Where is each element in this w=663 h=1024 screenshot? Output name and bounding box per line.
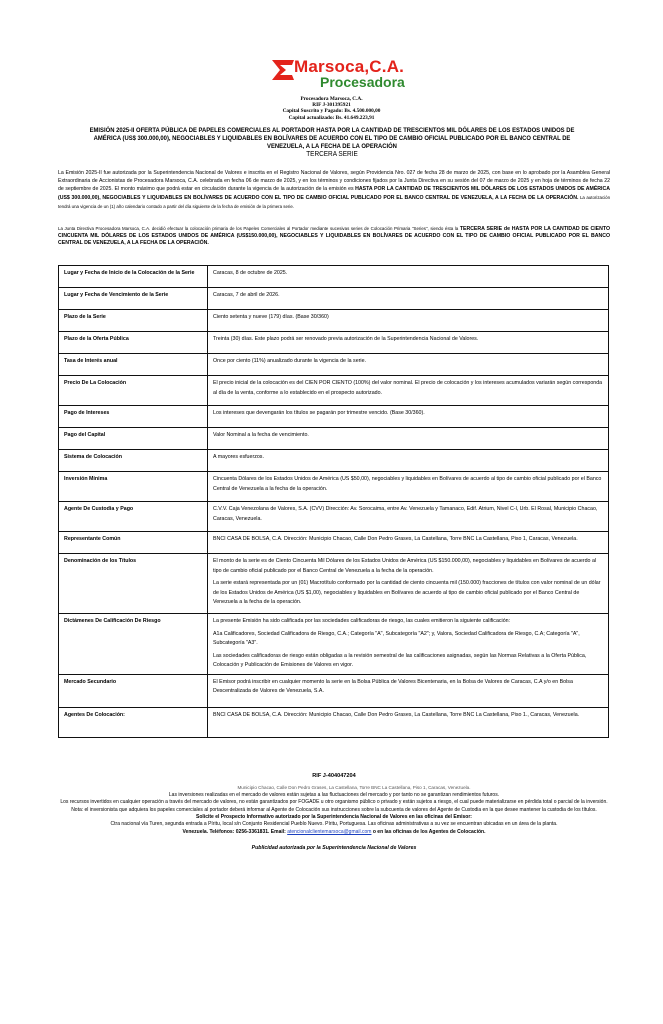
row-label: Lugar y Fecha de Inicio de la Colocación de la Serie	[59, 266, 208, 288]
row-value	[208, 502, 609, 532]
intro-p2-bold: TERCERA SERIE de HASTA POR LA CANTIDAD DE CIENTO CINCUENTA MIL DÓLARES DE LOS ESTADOS UNIDOS DE AMÉRICA (US$150.000,00), NEGOCIABLES Y LIQUIDABLES EN BOLÍVARES DE ACUERDO CON EL TIPO DE CAMBIO OFICIAL PUBLICADO POR EL BANCO CENTRAL DE VENEZUELA, A LA FECHA DE LA OPERACIÓN.	[58, 226, 610, 247]
footer-agents-note: o en las oficinas de los Agentes de Colocación.	[371, 828, 486, 835]
row-value-paragraph: Las sociedades calificadoras de riesgo están obligadas a la revisión semestral de las calificaciones asignadas, según las Normas Relativas a la Oferta Pública, Colocación y Publicación de Emisiones de Valores en vigor.	[213, 652, 587, 668]
logo-name: Marsoca,C.A.	[294, 57, 405, 76]
row-value-paragraph: BNCI CASA DE BOLSA, C.A. Dirección: Municipio Chacao, Calle Don Pedro Grases, La Castellana, Torre BNC La Castellana, Piso 1., Caracas, Venezuela.	[213, 711, 580, 718]
row-value-paragraph: El precio inicial de la colocación es del CIEN POR CIENTO (100%) del valor nominal. El precio de colocación y los intereses acumulados variarán según corresponda al día de la venta, conforme a lo establecido en el prospecto autorizado.	[213, 380, 603, 396]
title-main: EMISIÓN 2025-II OFERTA PÚBLICA DE PAPELES COMERCIALES AL PORTADOR HASTA POR LA CANTIDAD DE TRESCIENTOS MIL DÓLARES DE LOS ESTADOS UNIDOS DE AMÉRICA (US$ 300.000,00), NEGOCIABLES Y LIQUIDABLES EN BOLÍVARES DE ACUERDO CON EL TIPO DE CAMBIO OFICIAL PUBLICADO POR EL BANCO CENTRAL DE VENEZUELA, A LA FECHA DE LA OPERACIÓN	[89, 127, 575, 150]
row-value	[208, 406, 609, 428]
footer-email-link[interactable]: atencionalclientemarsoca@gmail.com	[287, 828, 372, 835]
row-label: Denominación de los Títulos	[59, 554, 208, 614]
sigma-logo-icon	[270, 57, 296, 83]
row-value-paragraph: El monto de la serie es de Ciento Cincuenta Mil Dólares de los Estados Unidos de América (US $150.000,00), negociables y liquidables en Bolívares de acuerdo al tipo de cambio oficial publicado por el Banco Central de Venezuela a la fecha de la operación.	[213, 558, 597, 574]
row-value	[208, 310, 609, 332]
intro-paragraph-2	[58, 225, 610, 248]
row-value-paragraph: Once por ciento (11%) anualizado durante la vigencia de la serie.	[213, 358, 367, 364]
table-row	[59, 332, 609, 354]
table-row	[59, 450, 609, 472]
footer-address: Municipio Chacao, Calle Don Pedro Grases, La Castellana, Torre BNC La Castellana, Piso 1, Caracas, Venezuela.	[237, 785, 471, 791]
intro-p1-text: La Emisión 2025-II fue autorizada por la Superintendencia Nacional de Valores e inscrita en el Registro Nacional de Valores, según Providencia Nro. 027 de fecha 28 de marzo de 2025, con base en lo aprobado por la Asamblea General Extraordinaria de Accionistas de Procesadora Marsoca, C.A. celebrada en fecha 06 de marzo de 2025, y en los términos y condiciones fijados por la Junta Directiva en su sesión del 07 de marzo de 2025 y en hoja de términos de fecha 22 de septiembre de 2025. El monto máximo que podrá estar en circulación durante la vigencia de la autorización de la emisión es	[58, 170, 610, 192]
intro-p1-note: La autorización tendrá una vigencia de un (1) año calendario contado a partir del día siguiente de la fecha de emisión de la primera serie.	[58, 194, 611, 209]
title-serie: TERCERA SERIE	[306, 151, 358, 158]
row-label: Tasa de Interés anual	[59, 354, 208, 376]
row-value-paragraph: A mayores esfuerzos.	[213, 454, 264, 460]
row-value-paragraph: El Emisor podrá inscribir en cualquier momento la serie en la Bolsa Pública de Valores Bicentenaria, en la Bolsa de Valores de Caracas, C.A y/o en Bolsa Descentralizada de Valores de Venezuela, S.A.	[213, 678, 573, 694]
row-value-paragraph: Cincuenta Dólares de los Estados Unidos de América (US $50,00), negociables y liquidables en Bolívares de acuerdo al tipo de cambio oficial publicado por el Banco Central de Venezuela a la fecha de la operación.	[213, 476, 602, 492]
row-value-paragraph: BNCI CASA DE BOLSA, C.A. Dirección: Municipio Chacao, Calle Don Pedro Grases, La Castellana, Torre BNC La Castellana, Piso 1, Caracas, Venezuela.	[213, 536, 578, 542]
table-row	[59, 614, 609, 675]
footer-phone: Venezuela. Teléfonos: 0256-3361831. Email:	[182, 828, 288, 835]
intro-p1-bold: HASTA POR LA CANTIDAD DE TRESCIENTOS MIL DÓLARES DE LOS ESTADOS UNIDOS DE AMÉRICA (US$ 300.000,00), NEGOCIABLES Y LIQUIDABLES EN BOLÍVARES DE ACUERDO CON EL TIPO DE CAMBIO OFICIAL PUBLICADO POR EL BANCO CENTRAL DE VENEZUELA, A LA FECHA DE LA OPERACIÓN.	[58, 185, 610, 201]
row-label: Agente De Custodia y Pago	[59, 502, 208, 532]
row-value-paragraph: Valor Nominal a la fecha de vencimiento.	[213, 432, 309, 438]
row-value-paragraph: Ciento setenta y nueve (179) días. (Base 30/360)	[213, 314, 329, 320]
table-row	[59, 674, 609, 707]
row-value-paragraph: C.V.V. Caja Venezolana de Valores, S.A. (CVV) Dirección: Av. Sorocaima, entre Av. Venezuela y Tamanaco, Edif. Atrium, Nivel C-l, Urb. El Rosal, Municipio Chacao, Caracas, Venezuela.	[213, 506, 598, 522]
row-label: Lugar y Fecha de Vencimiento de la Serie	[59, 288, 208, 310]
row-value	[208, 428, 609, 450]
row-label: Pago del Capital	[59, 428, 208, 450]
table-row	[59, 376, 609, 406]
intro-paragraph-1	[58, 170, 610, 212]
table-row	[59, 406, 609, 428]
table-row	[59, 502, 609, 532]
row-value-paragraph: La presente Emisión ha sido calificada por las sociedades calificadoras de riesgo, las cuales emitieron la siguiente calificación:	[213, 618, 511, 624]
row-label: Plazo de la Serie	[59, 310, 208, 332]
row-value-paragraph: Los intereses que devengarán los títulos se pagarán por trimestre vencido. (Base 30/360).	[213, 410, 425, 416]
footer-prospect-note: Solicite el Prospecto Informativo autorizado por la Superintendencia Nacional de Valores en las oficinas del Emisor:	[196, 814, 472, 821]
row-label: Dictámenes De Calificación De Riesgo	[59, 614, 208, 675]
row-value	[208, 707, 609, 737]
intro-p2-text: La Junta Directiva Procesadora Marsoca, C.A. decidió efectuar la colocación primaria de los Papeles Comerciales al Portador mediante sucesivas series de Colocación Primaria "Series", siendo ésta la	[58, 226, 460, 231]
row-value	[208, 354, 609, 376]
row-value-paragraph: Caracas, 7 de abril de 2026.	[213, 292, 280, 298]
row-value	[208, 376, 609, 406]
table-row	[59, 554, 609, 614]
row-label: Representante Común	[59, 532, 208, 554]
document-title	[84, 127, 581, 159]
row-value	[208, 266, 609, 288]
company-logo	[270, 57, 420, 93]
row-value	[208, 472, 609, 502]
footer-disclaimer-1: Las inversiones realizadas en el mercado de valores están sujetas a las fluctuaciones del mercado y por tanto no se garantizan rendimientos futuros.	[168, 791, 500, 798]
row-label: Sistema de Colocación	[59, 450, 208, 472]
row-value-paragraph: Treinta (30) días. Este plazo podrá ser renovado previa autorización de la Superintendencia Nacional de Valores.	[213, 336, 479, 342]
company-capital-paid: Capital Suscrito y Pagado: Bs. 4.500.000,00	[282, 108, 381, 115]
row-value-paragraph: A1a Calificadores, Sociedad Calificadora de Riesgo, C.A.; Categoría "A", Subcategoría "A2"; y, Valora, Sociedad Calificadora de Riesgo, C.A; Categoría "A", Subcategoría "A3".	[213, 630, 580, 646]
row-label: Inversión Mínima	[59, 472, 208, 502]
row-value	[208, 288, 609, 310]
footer-rif: RIF J-404047204	[312, 773, 356, 779]
table-row	[59, 472, 609, 502]
row-label: Agentes De Colocación:	[59, 707, 208, 737]
table-row	[59, 266, 609, 288]
table-row	[59, 310, 609, 332]
row-label: Mercado Secundario	[59, 674, 208, 707]
row-label: Precio De La Colocación	[59, 376, 208, 406]
table-row	[59, 288, 609, 310]
company-name: Procesadora Marsoca, C.A.	[300, 96, 363, 102]
footer-publicidad: Publicidad autorizada por la Superintendencia Nacional de Valores	[251, 845, 417, 852]
row-value	[208, 450, 609, 472]
footer-contact	[58, 829, 610, 836]
table-row	[59, 428, 609, 450]
company-capital-updated: Capital actualizado: Bs. 41.649.223,91	[288, 114, 375, 121]
row-value	[208, 554, 609, 614]
row-value-paragraph: La serie estará representada por un (01) Macrotítulo conformado por la cantidad de ciento cincuenta mil (150.000) fracciones de títulos con valor nominal de un dólar de los Estados Unidos de América (US $1,00), negociables y liquidables en Bolívares de acuerdo al tipo de cambio oficial publicado por el Banco Central de Venezuela a la fecha de la operación.	[213, 580, 601, 605]
table-row	[59, 532, 609, 554]
footer	[58, 773, 610, 853]
table-row	[59, 707, 609, 737]
row-value	[208, 332, 609, 354]
company-rif: RIF J-301395921	[312, 102, 351, 109]
company-info	[200, 96, 463, 121]
row-value	[208, 614, 609, 675]
row-label: Pago de Intereses	[59, 406, 208, 428]
logo-subtitle: Procesadora	[320, 74, 405, 90]
footer-disclaimer-2: Los recursos invertidos en cualquier operación a través del mercado de valores, no están garantizados por FOGADE u otro organismo público o privado y están sujetos a riesgo, el cual puede materializarse en pérdida total o parcial de la inversión. Nota: el inversionista que adquiera los papeles comerciales al portador deberá informar al Agente de Colocación sus instrucciones sobre la subcuenta de valores del Agente de Custodia en la que desee mantener la custodia de los títulos.	[60, 799, 608, 813]
terms-table	[58, 265, 609, 738]
table-row	[59, 354, 609, 376]
row-value	[208, 532, 609, 554]
row-label: Plazo de la Oferta Pública	[59, 332, 208, 354]
row-value-paragraph: Caracas, 8 de octubre de 2025.	[213, 270, 288, 276]
row-value	[208, 674, 609, 707]
footer-office-address: Ctra nacional vía Turen, segunda entrada a Píritu, local s/n Conjunto Residencial Pueblo Nuevo. Píritu, Portuguesa. Las oficinas administrativas a su vez se encuentran ubicadas en un área de la planta.	[110, 821, 558, 828]
